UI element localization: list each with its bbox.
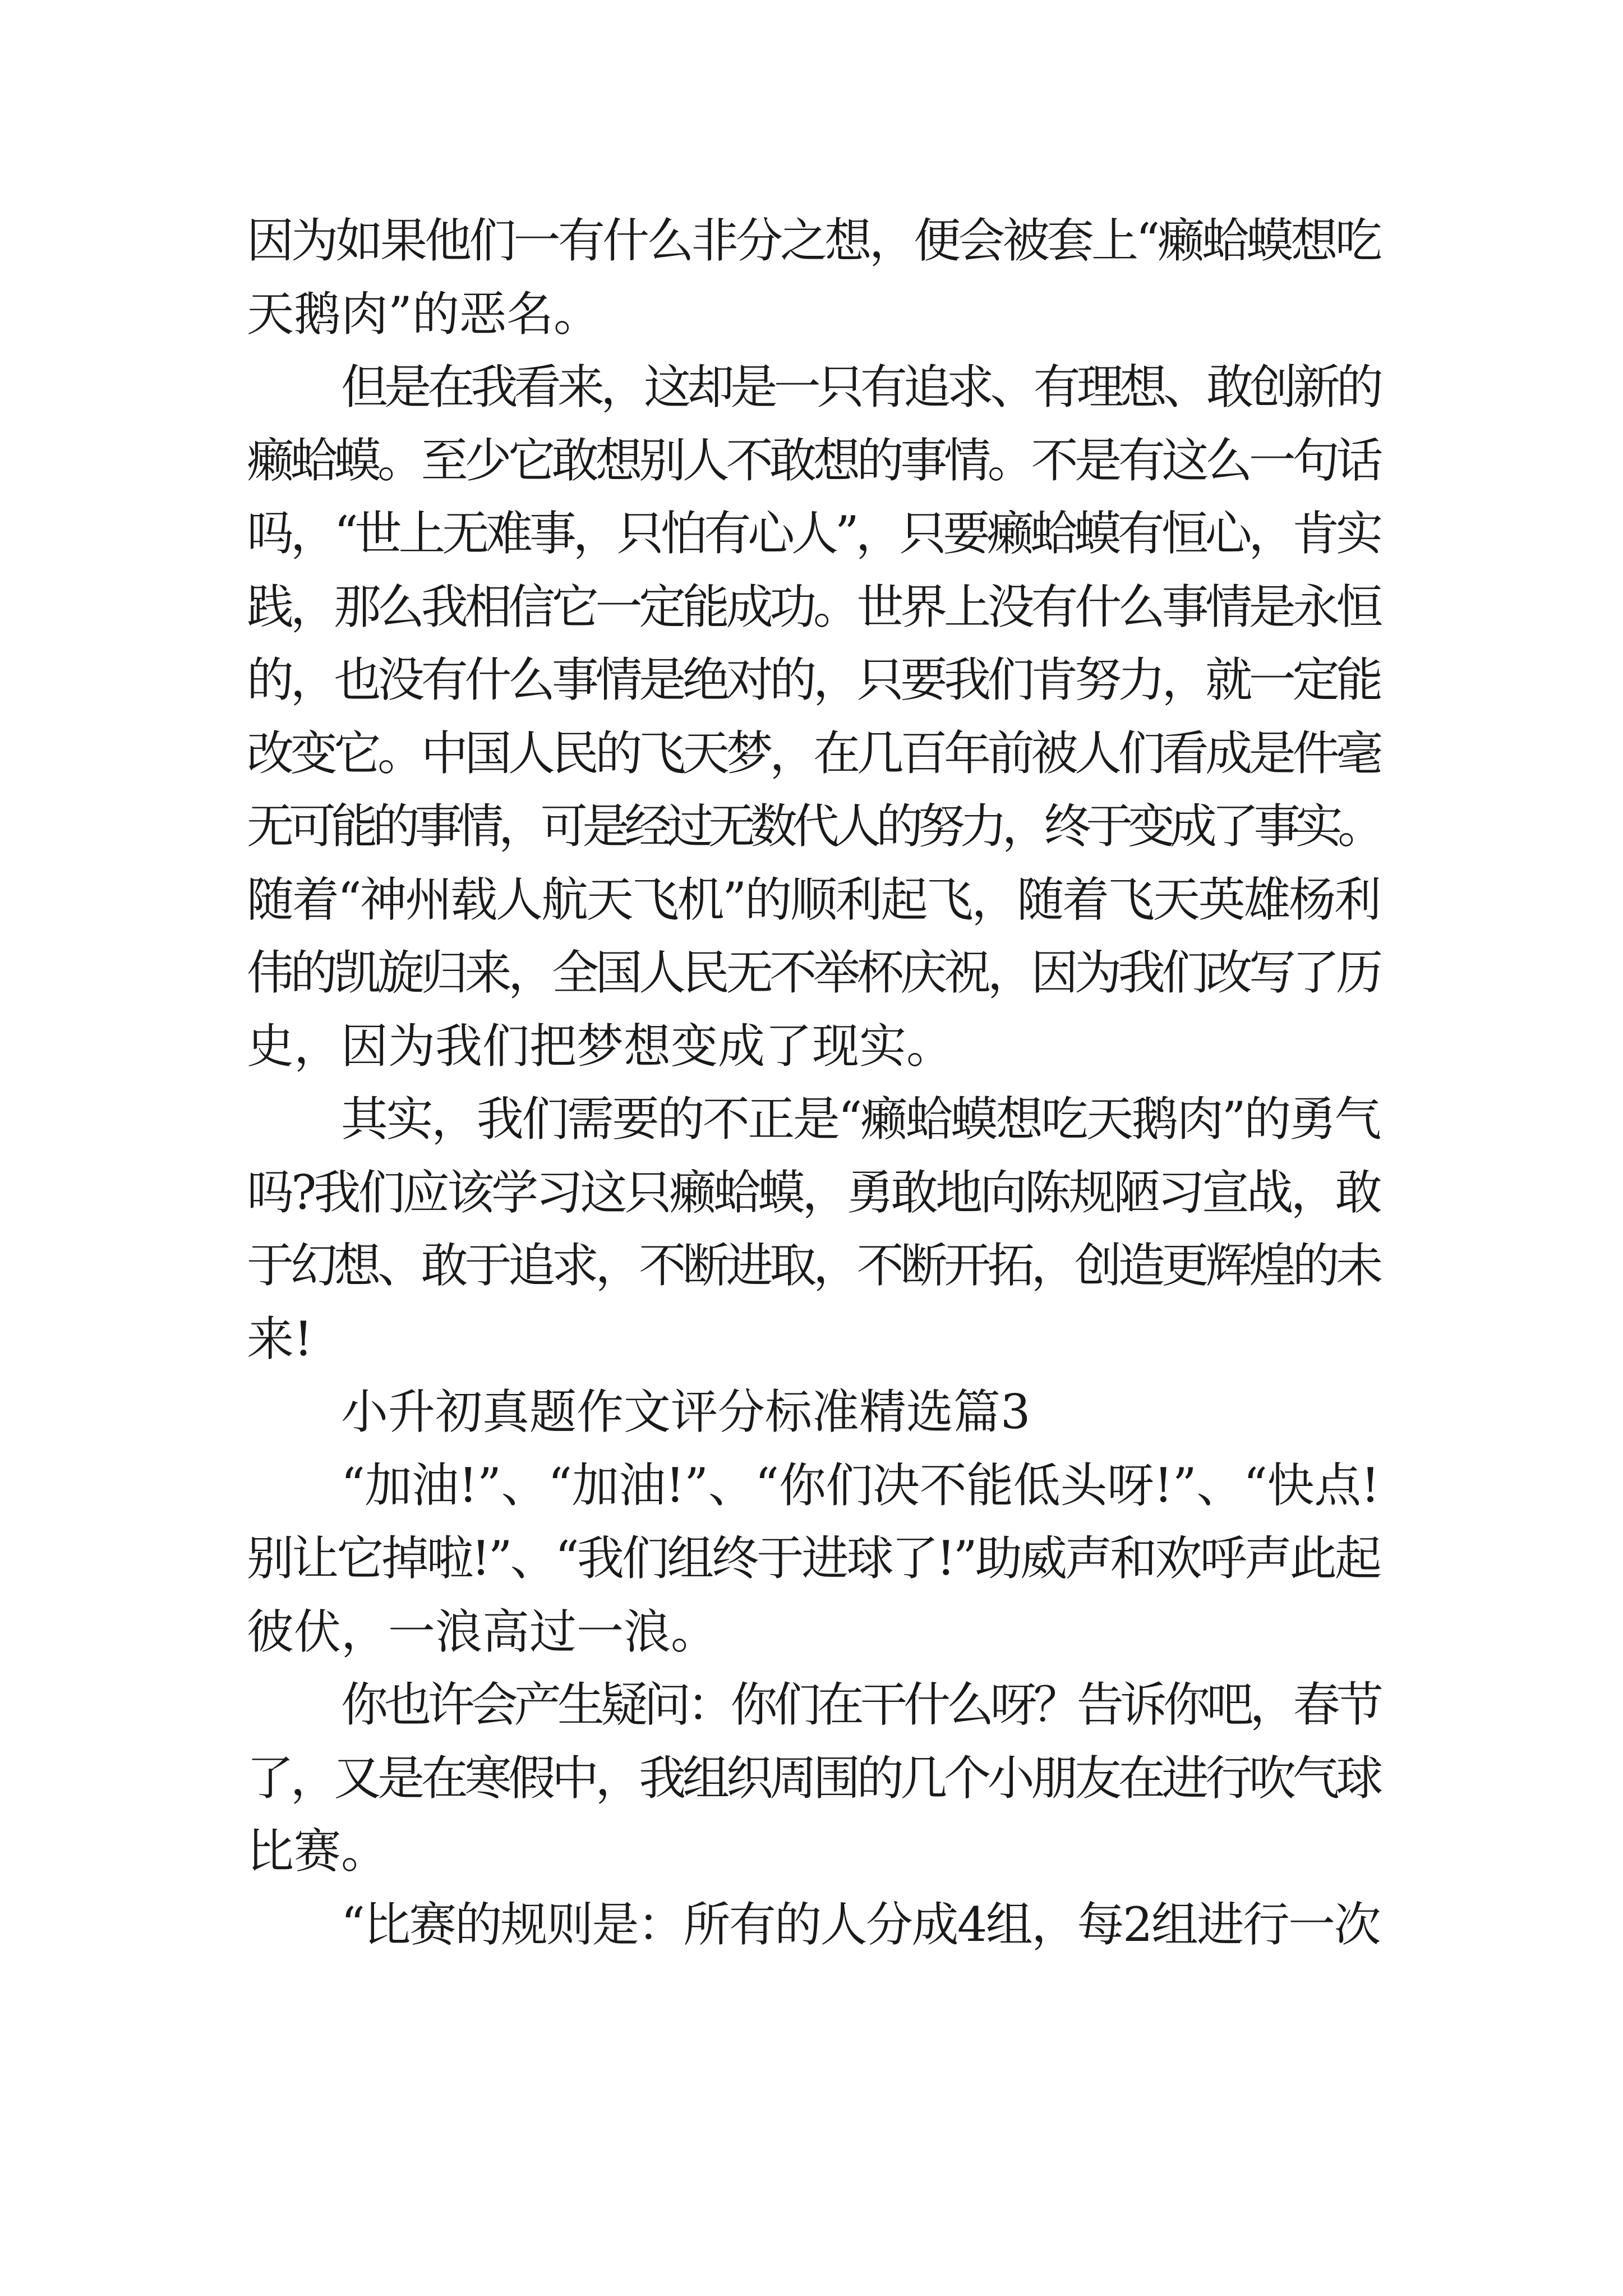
text-line: 吗，“世上无难事，只怕有心人”，只要癞蛤蟆有恒心，肯实 — [247, 506, 1380, 561]
text-line: 伟的凯旋归来，全国人民无不举杯庆祝，因为我们改写了历 — [247, 945, 1380, 1000]
paragraph-1 — [247, 204, 1380, 351]
text-line: “加油!”、“加油!”、“你们决不能低头呀!”、“快点! — [341, 1457, 1380, 1513]
text-line: 癞蛤蟆。至少它敢想别人不敢想的事情。不是有这么一句话 — [247, 432, 1380, 488]
text-line: 于幻想、敢于追求，不断进取，不断开拓，创造更辉煌的未 — [247, 1238, 1380, 1293]
text-line: 比赛。 — [247, 1824, 389, 1879]
text-line: 你也许会产生疑问：你们在干什么呀？告诉你吧，春节 — [341, 1677, 1380, 1732]
paragraph-2 — [247, 351, 1380, 1083]
section-heading — [247, 1375, 1380, 1449]
text-line: 其实，我们需要的不正是“癞蛤蟆想吃天鹅肉”的勇气 — [341, 1092, 1380, 1147]
paragraph-5 — [247, 1668, 1380, 1888]
text-line: 来! — [247, 1311, 313, 1366]
text-line: 因为如果他们一有什么非分之想，便会被套上“癞蛤蟆想吃 — [247, 213, 1380, 268]
text-line: 践，那么我相信它一定能成功。世界上没有什么事情是永恒 — [247, 579, 1380, 634]
text-line: 史，因为我们把梦想变成了现实。 — [247, 1018, 954, 1074]
text-line: 改变它。中国人民的飞天梦，在几百年前被人们看成是件毫 — [247, 725, 1380, 781]
text-line: 随着“神州载人航天飞机”的顺利起飞，随着飞天英雄杨利 — [247, 872, 1380, 927]
text-line: 吗?我们应该学习这只癞蛤蟆，勇敢地向陈规陋习宣战，敢 — [247, 1165, 1380, 1220]
paragraph-6 — [247, 1888, 1380, 1962]
text-line: “比赛的规则是：所有的人分成4组，每2组进行一次 — [341, 1897, 1380, 1952]
text-line: 天鹅肉”的恶名。 — [247, 286, 601, 342]
text-line: 但是在我看来，这却是一只有追求、有理想、敢创新的 — [341, 360, 1380, 415]
text-line: 无可能的事情，可是经过无数代人的努力，终于变成了事实。 — [247, 799, 1380, 854]
document-body — [247, 204, 1380, 1961]
text-line: 别让它掉啦!”、“我们组终于进球了!”助威声和欢呼声此起 — [247, 1531, 1380, 1586]
paragraph-4 — [247, 1449, 1380, 1669]
text-line: 的，也没有什么事情是绝对的，只要我们肯努力，就一定能 — [247, 652, 1380, 707]
heading-line: 小升初真题作文评分标准精选篇3 — [341, 1384, 1031, 1439]
text-line: 彼伏，一浪高过一浪。 — [247, 1604, 718, 1659]
paragraph-3 — [247, 1083, 1380, 1375]
text-line: 了，又是在寒假中，我组织周围的几个小朋友在进行吹气球 — [247, 1750, 1380, 1806]
